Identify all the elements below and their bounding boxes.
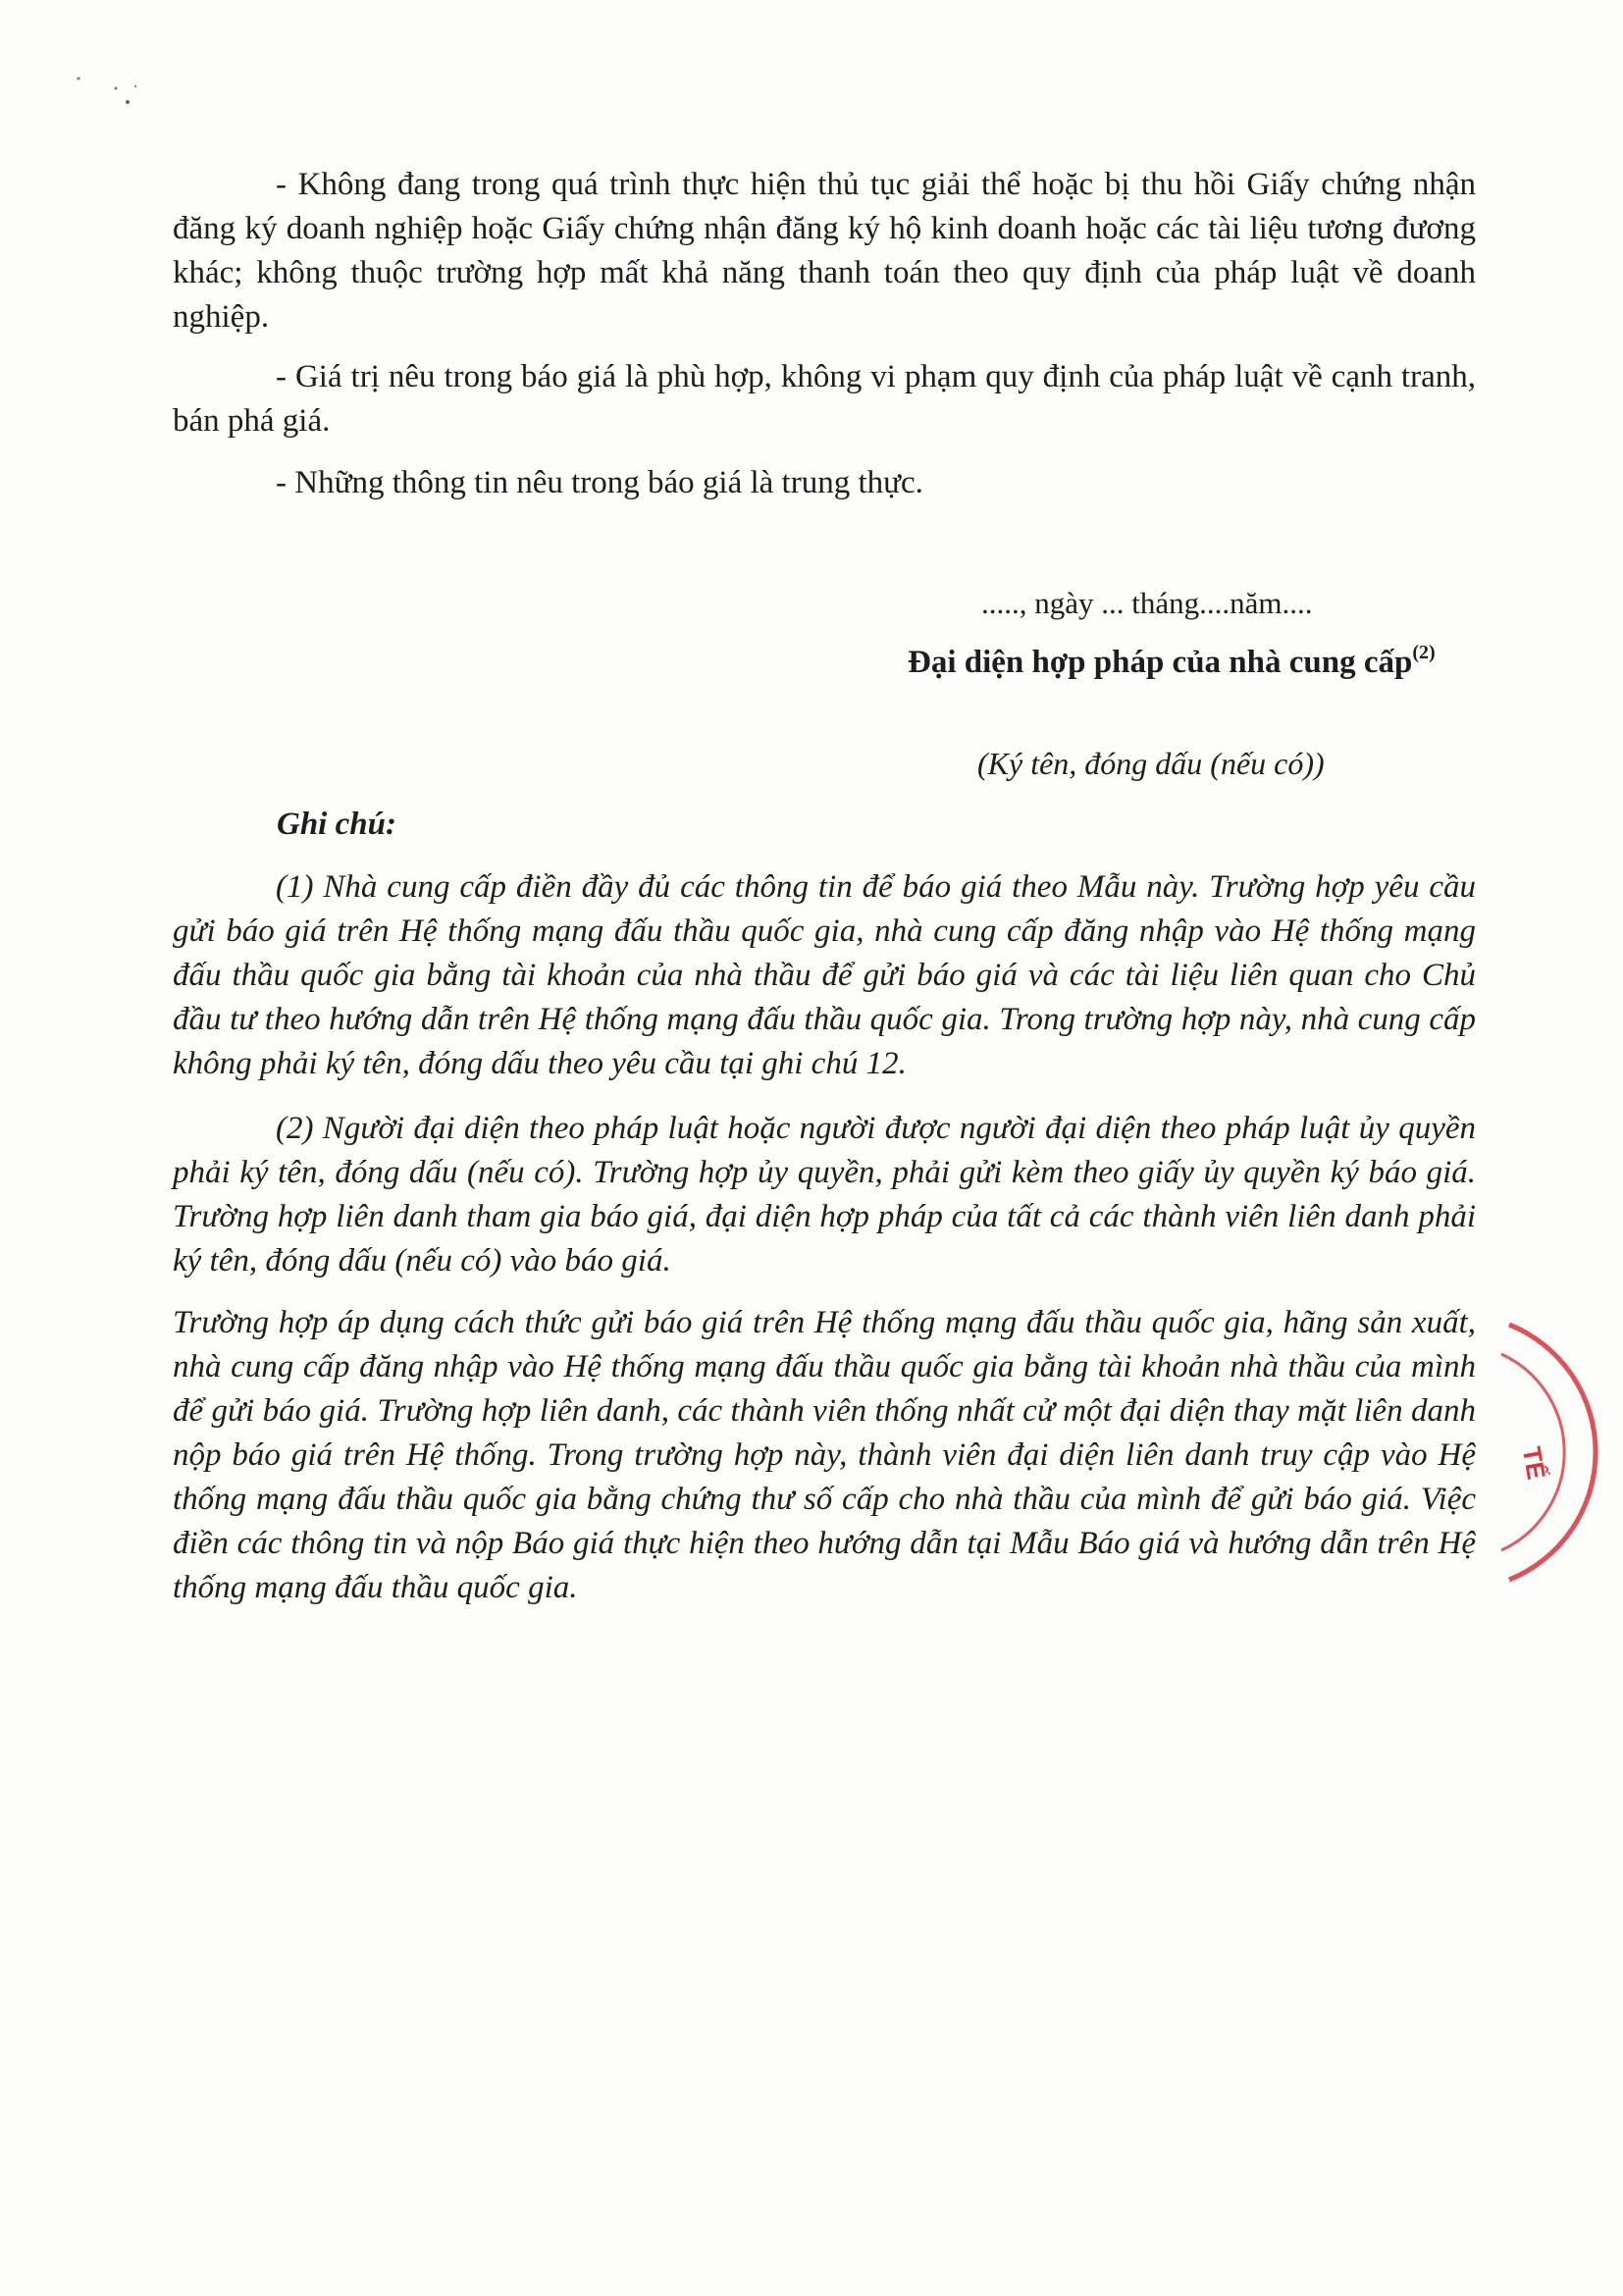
note-1: (1) Nhà cung cấp điền đầy đủ các thông tin để báo giá theo Mẫu này. Trường hợp yêu cầu gửi báo giá trên Hệ thống mạng đấu thầu quốc gia, nhà cung cấp đăng nhập vào Hệ thống mạng đấu thầu quốc gia bằng tài khoản của nhà thầu để gửi báo giá và các tài liệu liên quan cho Chủ đầu tư theo hướng dẫn trên Hệ thống mạng đấu thầu quốc gia. Trong trường hợp này, nhà cung cấp không phải ký tên, đóng dấu theo yêu cầu tại ghi chú 12. — [173, 869, 1476, 1081]
signer-title-footnote-ref: (2) — [1412, 642, 1436, 663]
date-line: ....., ngày ... tháng....năm.... — [981, 586, 1313, 620]
paragraph-truthful-info: - Những thông tin nêu trong báo giá là trung thực. — [276, 465, 923, 500]
paragraph-dissolution-condition: - Không đang trong quá trình thực hiện thủ tục giải thể hoặc bị thu hồi Giấy chứng nhận đăng ký doanh nghiệp hoặc Giấy chứng nhận đăng ký hộ kinh doanh hoặc các tài liệu tương đương khác; không thuộc trường hợp mất khả năng thanh toán theo quy định của pháp luật về doanh nghiệp. — [173, 167, 1476, 335]
notes-heading: Ghi chú: — [277, 807, 396, 842]
stamp-text: TẾ — [1516, 1444, 1551, 1482]
signer-title — [908, 642, 1436, 681]
paragraph-pricing-condition: - Giá trị nêu trong báo giá là phù hợp, không vi phạm quy định của pháp luật về cạnh tranh, bán phá giá. — [173, 359, 1476, 439]
note-3: Trường hợp áp dụng cách thức gửi báo giá trên Hệ thống mạng đấu thầu quốc gia, hãng sản xuất, nhà cung cấp đăng nhập vào Hệ thống mạng đấu thầu quốc gia bằng tài khoản nhà thầu của mình để gửi báo giá. Trường hợp liên danh, các thành viên thống nhất cử một đại diện thay mặt liên danh nộp báo giá trên Hệ thống. Trong trường hợp này, thành viên đại diện liên danh truy cập vào Hệ thống mạng đấu thầu quốc gia bằng chứng thư số cấp cho nhà thầu của mình để gửi báo giá. Việc điền các thông tin và nộp Báo giá thực hiện theo hướng dẫn tại Mẫu Báo giá và hướng dẫn trên Hệ thống mạng đấu thầu quốc gia. — [173, 1305, 1476, 1605]
note-2: (2) Người đại diện theo pháp luật hoặc người được người đại diện theo pháp luật ủy quyền phải ký tên, đóng dấu (nếu có). Trường hợp ủy quyền, phải gửi kèm theo giấy ủy quyền ký báo giá. Trường hợp liên danh tham gia báo giá, đại diện hợp pháp của tất cả các thành viên liên danh phải ký tên, đóng dấu (nếu có) vào báo giá. — [173, 1111, 1476, 1278]
signer-note: (Ký tên, đóng dấu (nếu có)) — [977, 746, 1325, 781]
signer-title-text: Đại diện hợp pháp của nhà cung cấp — [908, 645, 1413, 680]
red-stamp — [1472, 1315, 1623, 1590]
scan-specks — [69, 59, 167, 118]
